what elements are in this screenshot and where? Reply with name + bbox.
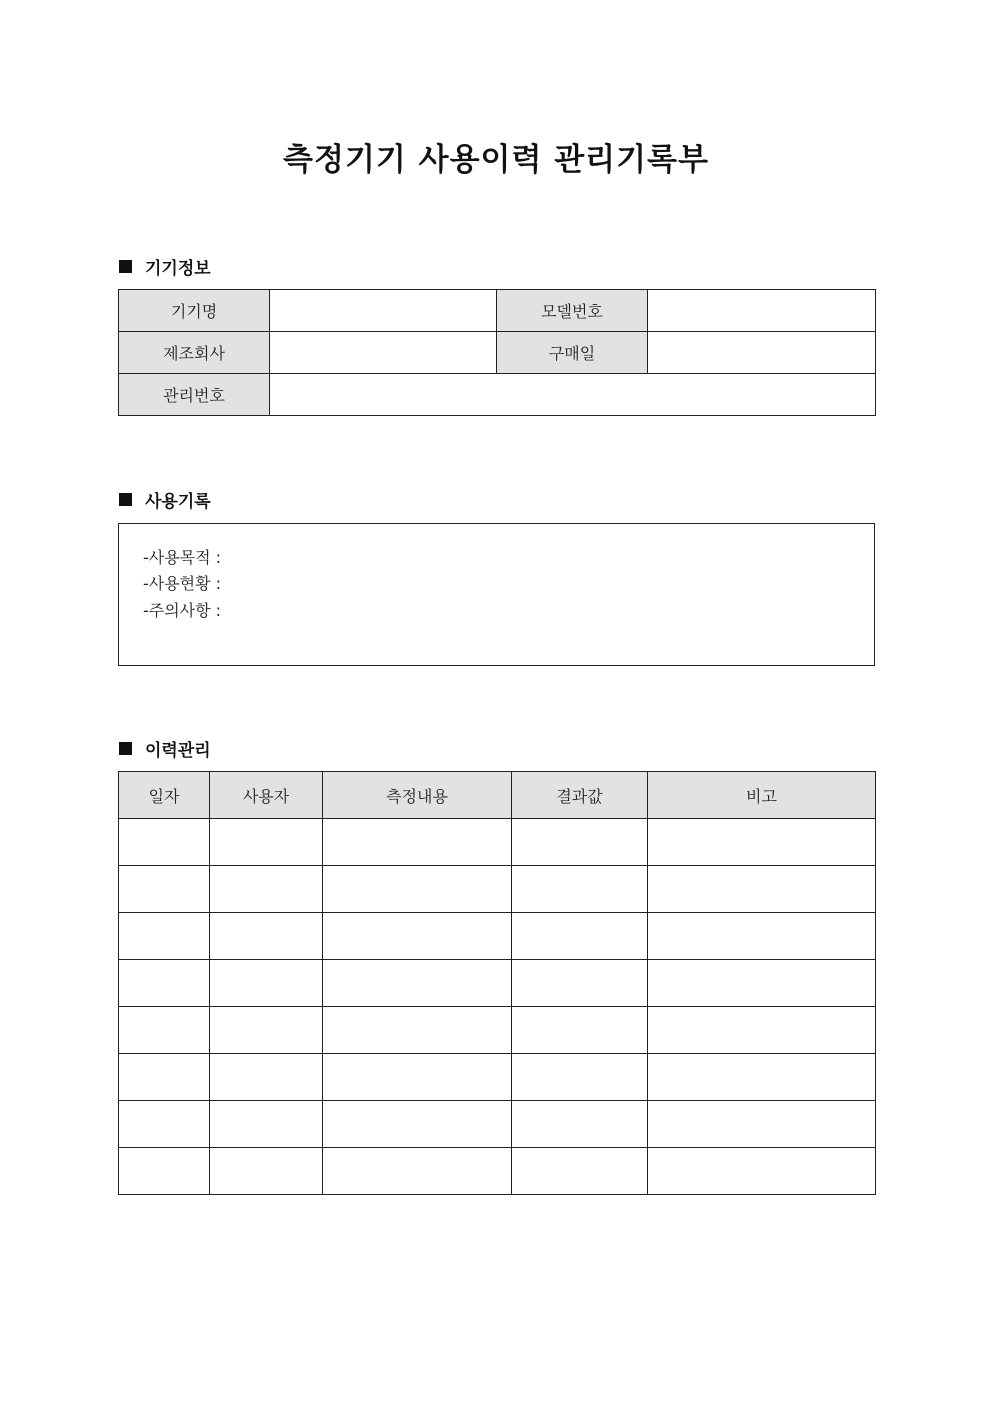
table-row xyxy=(119,1007,876,1054)
manufacturer-label: 제조회사 xyxy=(119,332,270,374)
user-cell[interactable] xyxy=(210,1054,323,1101)
date-cell[interactable] xyxy=(119,1054,210,1101)
remarks-cell[interactable] xyxy=(648,1148,876,1195)
remarks-cell[interactable] xyxy=(648,960,876,1007)
device-name-field[interactable] xyxy=(270,290,497,332)
result-cell[interactable] xyxy=(512,1101,648,1148)
result-cell[interactable] xyxy=(512,866,648,913)
user-cell[interactable] xyxy=(210,819,323,866)
section-heading-label: 이력관리 xyxy=(145,741,211,761)
date-cell[interactable] xyxy=(119,1148,210,1195)
table-row xyxy=(119,1148,876,1195)
table-row xyxy=(119,960,876,1007)
model-no-field[interactable] xyxy=(648,290,876,332)
content-cell[interactable] xyxy=(323,1054,512,1101)
table-row xyxy=(119,290,876,332)
remarks-cell[interactable] xyxy=(648,1007,876,1054)
table-row xyxy=(119,1054,876,1101)
user-cell[interactable] xyxy=(210,1148,323,1195)
date-cell[interactable] xyxy=(119,913,210,960)
result-cell[interactable] xyxy=(512,1054,648,1101)
section-heading-label: 사용기록 xyxy=(145,492,211,512)
management-no-field[interactable] xyxy=(270,374,876,416)
result-cell[interactable] xyxy=(512,1148,648,1195)
table-row xyxy=(119,819,876,866)
remarks-cell[interactable] xyxy=(648,866,876,913)
document-title: 측정기기 사용이력 관리기록부 xyxy=(283,142,709,178)
device-name-label: 기기명 xyxy=(119,290,270,332)
user-cell[interactable] xyxy=(210,866,323,913)
table-row xyxy=(119,913,876,960)
date-cell[interactable] xyxy=(119,819,210,866)
history-table xyxy=(118,771,876,1195)
usage-caution-line: -주의사항 : xyxy=(143,601,222,620)
section-heading-usage-record xyxy=(119,487,211,512)
usage-status-line: -사용현황 : xyxy=(143,574,222,593)
management-no-label: 관리번호 xyxy=(119,374,270,416)
remarks-cell[interactable] xyxy=(648,913,876,960)
content-cell[interactable] xyxy=(323,819,512,866)
column-header-user: 사용자 xyxy=(210,772,323,819)
result-cell[interactable] xyxy=(512,1007,648,1054)
result-cell[interactable] xyxy=(512,960,648,1007)
column-header-result: 결과값 xyxy=(512,772,648,819)
column-header-remarks: 비고 xyxy=(648,772,876,819)
user-cell[interactable] xyxy=(210,913,323,960)
content-cell[interactable] xyxy=(323,1148,512,1195)
square-bullet-icon xyxy=(119,742,132,755)
content-cell[interactable] xyxy=(323,913,512,960)
content-cell[interactable] xyxy=(323,960,512,1007)
result-cell[interactable] xyxy=(512,819,648,866)
square-bullet-icon xyxy=(119,493,132,506)
section-heading-label: 기기정보 xyxy=(145,259,211,279)
device-info-table xyxy=(118,289,876,416)
purchase-date-field[interactable] xyxy=(648,332,876,374)
date-cell[interactable] xyxy=(119,1101,210,1148)
square-bullet-icon xyxy=(119,260,132,273)
usage-purpose-line: -사용목적 : xyxy=(143,548,222,567)
section-heading-device-info xyxy=(119,254,211,279)
content-cell[interactable] xyxy=(323,1007,512,1054)
remarks-cell[interactable] xyxy=(648,1101,876,1148)
model-no-label: 모델번호 xyxy=(497,290,648,332)
table-header-row xyxy=(119,772,876,819)
column-header-date: 일자 xyxy=(119,772,210,819)
table-row xyxy=(119,1101,876,1148)
result-cell[interactable] xyxy=(512,913,648,960)
remarks-cell[interactable] xyxy=(648,819,876,866)
user-cell[interactable] xyxy=(210,960,323,1007)
user-cell[interactable] xyxy=(210,1101,323,1148)
table-row xyxy=(119,866,876,913)
purchase-date-label: 구매일 xyxy=(497,332,648,374)
date-cell[interactable] xyxy=(119,960,210,1007)
manufacturer-field[interactable] xyxy=(270,332,497,374)
remarks-cell[interactable] xyxy=(648,1054,876,1101)
date-cell[interactable] xyxy=(119,1007,210,1054)
content-cell[interactable] xyxy=(323,1101,512,1148)
section-heading-history xyxy=(119,736,211,761)
column-header-content: 측정내용 xyxy=(323,772,512,819)
user-cell[interactable] xyxy=(210,1007,323,1054)
table-row xyxy=(119,332,876,374)
content-cell[interactable] xyxy=(323,866,512,913)
date-cell[interactable] xyxy=(119,866,210,913)
table-row xyxy=(119,374,876,416)
usage-record-box[interactable] xyxy=(118,523,875,666)
